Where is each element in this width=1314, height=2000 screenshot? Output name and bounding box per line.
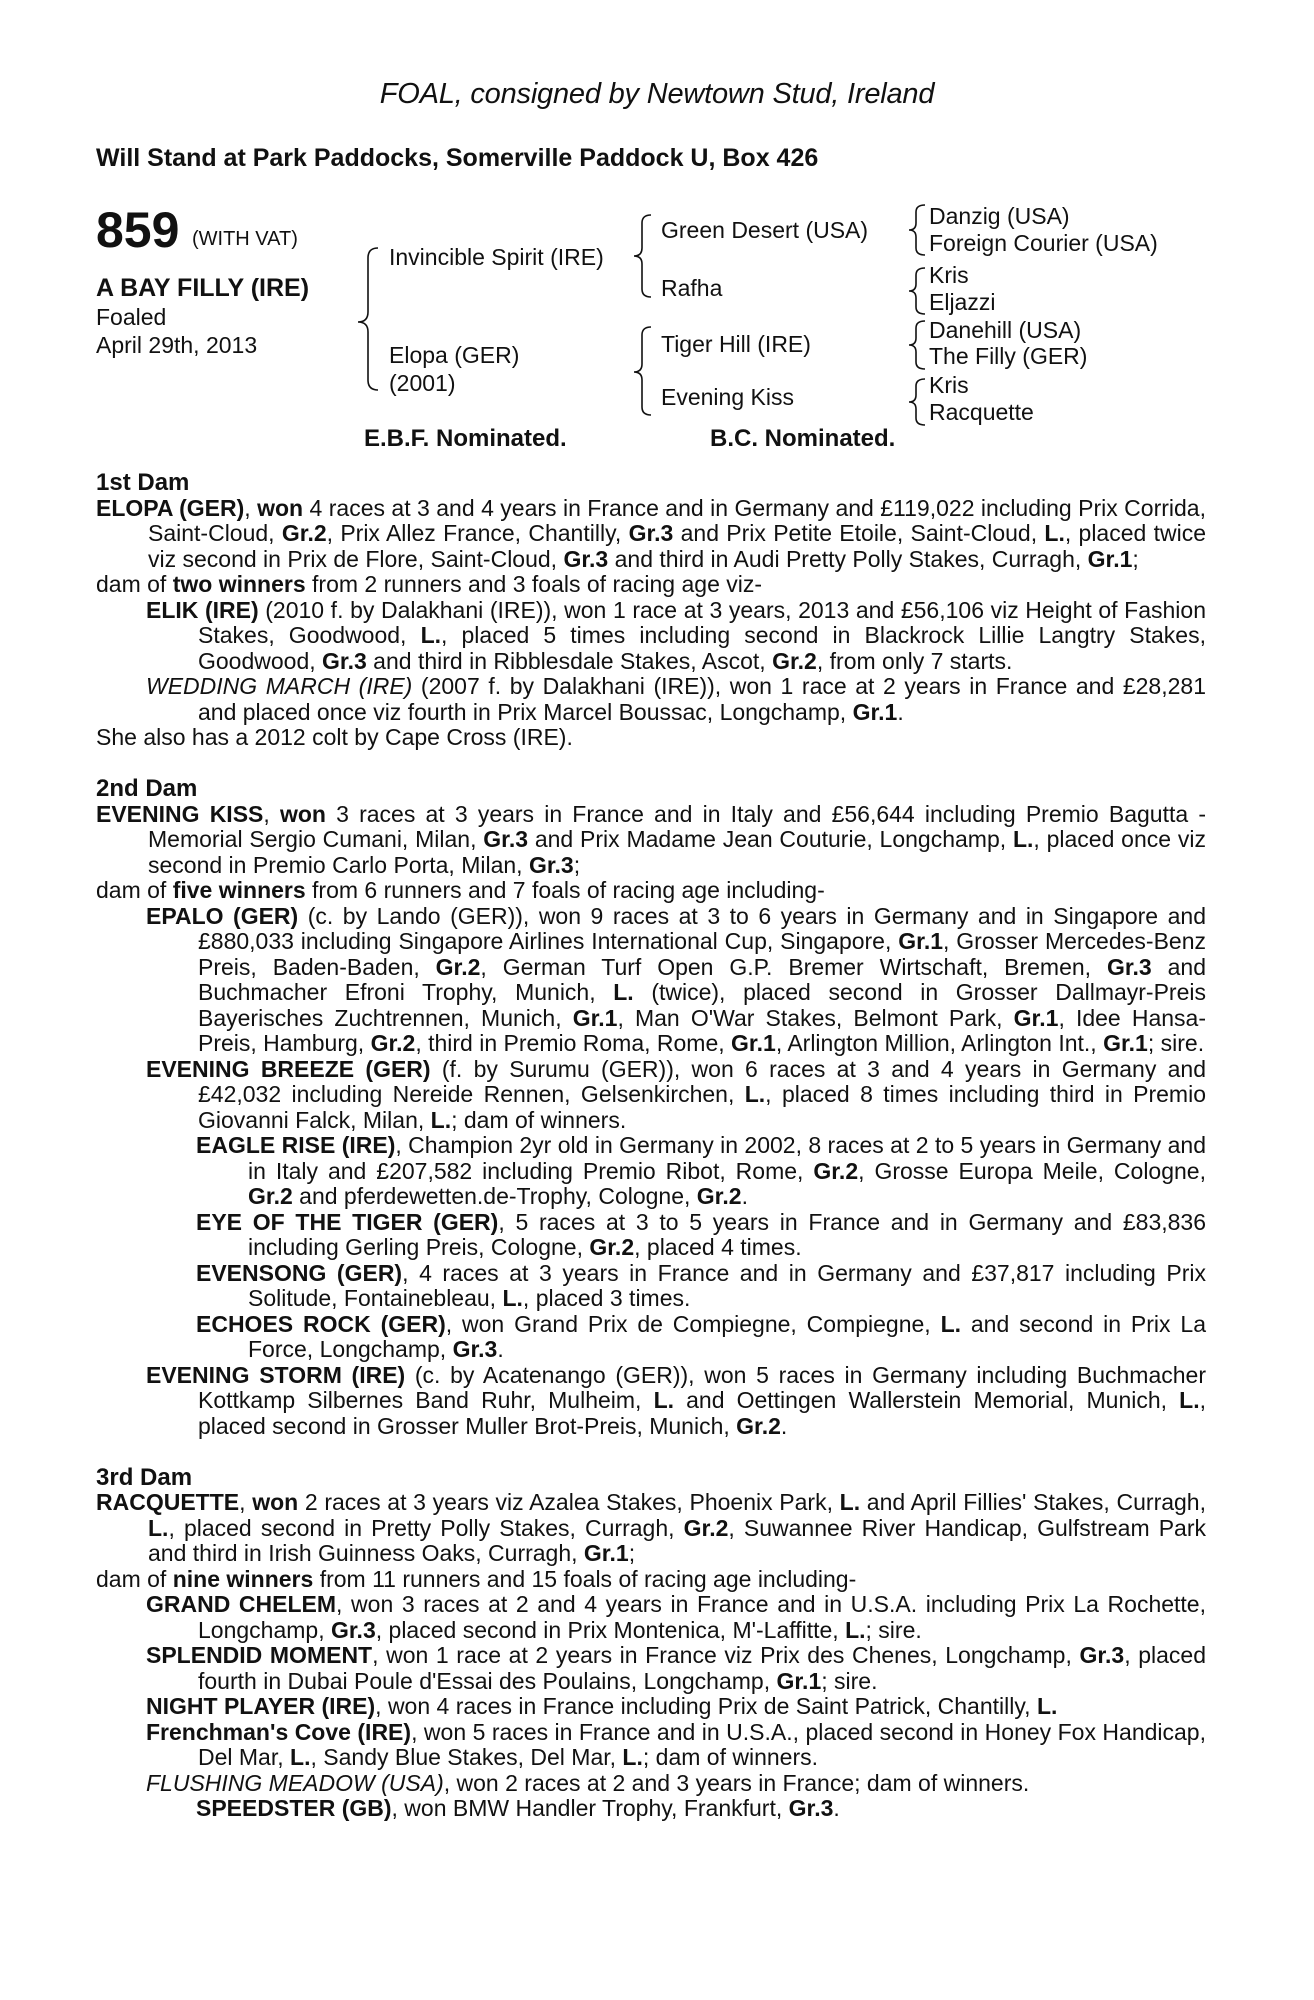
entry-text: ELIK (IRE) (146, 596, 259, 623)
pedigree-entry (96, 598, 1206, 675)
entry-text: . (833, 1795, 840, 1821)
entry-text: Gr.2 (281, 520, 327, 546)
entry-text: Gr.2 (696, 1183, 742, 1209)
pedigree-entry (96, 1796, 1206, 1822)
foaled-label: Foaled (96, 304, 167, 330)
entry-text: She also has a 2012 colt by Cape Cross (IRE). (96, 724, 573, 750)
pedigree-entry (96, 496, 1206, 573)
entry-text: Gr.1 (1087, 545, 1133, 572)
pedigree-entry (96, 1490, 1206, 1567)
foaled-date: April 29th, 2013 (96, 332, 258, 358)
entry-text: won (279, 800, 326, 827)
entry-text: , 5 races at 3 to 5 years in France and in Germany and £83,836 including Gerling Preis, Cologne, (248, 1208, 1206, 1260)
section-gap (96, 751, 1206, 777)
entry-text: L. (430, 1106, 452, 1133)
bracket-gd (909, 205, 925, 255)
entry-text: 4 races at 3 and 4 years in France and in Germany and £119,022 including Prix Corrida, Saint-Cloud, (148, 494, 1206, 546)
section-heading: 3rd Dam (96, 1463, 193, 1491)
entry-text: 3 races at 3 years in France and in Italy and £56,644 including Premio Bagutta - Memorial Sergio Cumani, Milan, (148, 800, 1206, 852)
entry-text: and Prix Madame Jean Couturie, Longchamp, (528, 826, 1013, 852)
bracket-ra (909, 268, 925, 314)
entry-text: L. (1179, 1387, 1200, 1413)
entry-text: Gr.1 (1013, 1004, 1059, 1031)
entry-text: L. (1036, 1693, 1058, 1719)
entry-text: , placed 5 times including second in Blackrock Lillie Langtry Stakes, Goodwood, (198, 622, 1206, 674)
entry-text: Gr.1 (583, 1540, 629, 1566)
entry-text: , won BMW Handler Trophy, Frankfurt, (391, 1795, 789, 1821)
entry-text: L. (653, 1387, 675, 1413)
entry-text: L. (148, 1514, 169, 1541)
entry-text: ; (1132, 545, 1139, 572)
sire: Invincible Spirit (IRE) (389, 244, 604, 270)
entry-text: Gr.3 (788, 1795, 834, 1821)
entry-text: ; dam of winners. (451, 1106, 627, 1133)
entry-text: EVENING KISS (96, 800, 264, 827)
entry-text: Gr.3 (1079, 1642, 1125, 1668)
lot-number: 859 (96, 202, 180, 258)
entry-text: , placed twice viz second in Prix de Flore, Saint-Cloud, (148, 520, 1206, 572)
entry-text: ; dam of winners. (642, 1744, 819, 1770)
entry-text: , placed second in Prix Montenica, M'-Laffitte, (375, 1616, 846, 1643)
entry-text: , placed second in Grosser Muller Brot-Preis, Munich, (198, 1387, 1206, 1439)
entry-text: two winners (172, 571, 306, 597)
entry-text: Gr.1 (776, 1667, 822, 1694)
section-gap (96, 1439, 1206, 1465)
pedigree-entry (96, 1057, 1206, 1134)
entry-text: L. (1044, 520, 1065, 546)
section-heading: 1st Dam (96, 469, 190, 496)
entry-text: EVENSONG (GER) (196, 1259, 403, 1286)
entry-text: . (741, 1183, 748, 1209)
entry-text: dam of (96, 877, 173, 903)
entry-text: , placed fourth in Dubai Poule d'Essai des Poulains, Longchamp, (198, 1642, 1207, 1694)
entry-text: Gr.3 (330, 1616, 376, 1643)
entry-text: Gr.3 (483, 826, 529, 852)
pedigree-entry (96, 878, 1206, 904)
entry-text: EVENING STORM (IRE) (146, 1361, 406, 1388)
entry-text: L. (502, 1285, 523, 1311)
ggp-5: Danehill (USA) (929, 317, 1082, 343)
entry-text: ; sire. (821, 1667, 878, 1694)
pedigree-entry (96, 1694, 1206, 1720)
entry-text: Frenchman's Cove (IRE) (146, 1718, 412, 1745)
entry-text: ; sire. (865, 1616, 922, 1643)
entry-text: Gr.2 (772, 647, 817, 674)
entry-text: , (244, 494, 258, 521)
entry-text: Gr.3 (528, 851, 574, 878)
entry-text: EAGLE RISE (IRE) (196, 1132, 396, 1158)
entry-text: Gr.3 (1106, 953, 1152, 980)
entry-text: , Man O'War Stakes, Belmont Park, (617, 1004, 1014, 1031)
sire-sire: Green Desert (USA) (661, 217, 869, 243)
entry-text: ; (628, 1540, 636, 1566)
entry-text: L. (940, 1310, 962, 1337)
entry-text: five winners (172, 877, 306, 903)
entry-text: (f. by Surumu (GER)), won 6 races at 3 and 4 years in Germany and £42,032 including Nereide Rennen, Gelsenkirchen, (198, 1055, 1206, 1107)
entry-text: and third in Audi Pretty Polly Stakes, Curragh, (608, 545, 1088, 572)
pedigree-entry (96, 1720, 1206, 1771)
entry-text: , (239, 1489, 253, 1515)
entry-text: NIGHT PLAYER (IRE) (146, 1693, 376, 1719)
entry-text: , won 1 race at 2 years in France viz Prix des Chenes, Longchamp, (372, 1642, 1080, 1668)
pedigree-entry (96, 802, 1206, 879)
pedigree-entry (96, 1592, 1206, 1643)
entry-text: and Prix Petite Etoile, Saint-Cloud, (673, 520, 1045, 546)
entry-text: and pferdewetten.de-Trophy, Cologne, (292, 1183, 697, 1209)
entry-text: , German Turf Open G.P. Bremer Wirtschaft, Bremen, (480, 953, 1107, 980)
entry-text: , 4 races at 3 years in France and in Germany and £37,817 including Prix Solitude, Fontainebleau, (248, 1259, 1207, 1311)
entry-text: . (497, 1336, 504, 1362)
entry-text: WEDDING MARCH (IRE) (146, 673, 413, 699)
bracket-sire (634, 215, 651, 297)
entry-text: nine winners (172, 1565, 314, 1592)
entry-text: , from only 7 starts. (816, 647, 1013, 674)
entry-text: Gr.1 (898, 928, 944, 954)
entry-text: (twice), placed second in Grosser Dallmayr-Preis Bayerisches Zuchtrennen, Munich, (198, 979, 1206, 1031)
bracket-ek (909, 379, 925, 425)
location-line: Will Stand at Park Paddocks, Somerville Paddock U, Box 426 (96, 144, 819, 172)
entry-text: RACQUETTE (96, 1489, 240, 1515)
ebf-nominated: E.B.F. Nominated. (364, 425, 567, 452)
pedigree-entry (96, 1643, 1206, 1694)
pedigree-entry (96, 1363, 1206, 1440)
ggp-1: Danzig (USA) (929, 203, 1070, 229)
ggp-6: The Filly (GER) (929, 343, 1088, 369)
entry-text: won (257, 494, 304, 521)
entry-text: ECHOES ROCK (GER) (196, 1310, 446, 1337)
ggp-4: Eljazzi (929, 289, 996, 315)
entry-text: EPALO (GER) (146, 902, 299, 929)
entry-text: from 6 runners and 7 foals of racing age including- (305, 877, 825, 903)
entry-text: , won Grand Prix de Compiegne, Compiegne, (445, 1310, 941, 1337)
entry-text: SPLENDID MOMENT (146, 1642, 373, 1668)
entry-text: L. (290, 1744, 311, 1770)
sire-dam: Rafha (661, 275, 723, 301)
entry-text: dam of (96, 1565, 173, 1592)
entry-text: L. (839, 1489, 861, 1515)
pedigree-entry (96, 572, 1206, 598)
entry-text: , Grosse Europa Meile, Cologne, (858, 1157, 1206, 1184)
bracket-dam (634, 327, 651, 415)
entry-text: , won 3 races at 2 and 4 years in France and in U.S.A. including Prix La Rochette, Longchamp, (198, 1591, 1206, 1643)
entry-text: (c. by Lando (GER)), won 9 races at 3 to 6 years in Germany and in Singapore and £880,033 including Singapore Airlines International Cup, Singapore, (198, 902, 1206, 954)
bracket-main (358, 248, 378, 390)
entry-text: dam of (96, 571, 173, 597)
entry-text: Gr.2 (435, 953, 481, 980)
entry-text: . (897, 698, 904, 725)
entry-text: won (252, 1489, 299, 1515)
entry-text: , Suwannee River Handicap, Gulfstream Park and third in Irish Guinness Oaks, Curragh, (148, 1514, 1206, 1566)
entry-text: and third in Ribblesdale Stakes, Ascot, (366, 647, 773, 674)
entry-text: , Champion 2yr old in Germany in 2002, 8 races at 2 to 5 years in Germany and in Italy and £207,582 including Premio Ribot, Rome, (248, 1132, 1206, 1184)
horse-name: A BAY FILLY (IRE) (96, 274, 310, 302)
dam-dam: Evening Kiss (661, 384, 794, 410)
entry-text: L. (845, 1616, 866, 1643)
entry-text: EVENING BREEZE (GER) (146, 1055, 431, 1082)
entry-text: , placed 4 times. (634, 1234, 802, 1260)
entry-text: , Sandy Blue Stakes, Del Mar, (310, 1744, 623, 1770)
bracket-th (909, 321, 925, 369)
pedigree-entry (96, 1312, 1206, 1363)
entry-text: ; sire. (1147, 1030, 1205, 1056)
entry-text: Gr.2 (813, 1157, 859, 1184)
entry-text: Gr.3 (628, 520, 674, 546)
entry-text: L. (420, 622, 442, 648)
entry-text: EYE OF THE TIGER (GER) (196, 1208, 499, 1235)
entry-text: , won 2 races at 2 and 3 years in France; dam of winners. (443, 1769, 1030, 1796)
entry-text: Gr.2 (248, 1183, 293, 1209)
entry-text: Gr.1 (1103, 1030, 1148, 1056)
entry-text: Gr.3 (563, 545, 609, 572)
entry-text: from 2 runners and 3 foals of racing age viz- (305, 571, 763, 597)
entry-text: , won 4 races in France including Prix de Saint Patrick, Chantilly, (375, 1693, 1037, 1719)
entry-text: , placed 8 times including third in Premio Giovanni Falck, Milan, (198, 1081, 1206, 1133)
entry-text: , placed 3 times. (522, 1285, 691, 1311)
entry-text: Gr.3 (452, 1336, 498, 1362)
entry-text: SPEEDSTER (GB) (196, 1795, 392, 1821)
entry-text: , third in Premio Roma, Rome, (415, 1030, 732, 1056)
dam-sire: Tiger Hill (IRE) (661, 331, 811, 357)
pedigree-entry (96, 1771, 1206, 1797)
pedigree-entry (96, 1567, 1206, 1593)
vat-note: (WITH VAT) (192, 228, 298, 250)
consignment-line: FOAL, consigned by Newtown Stud, Ireland (379, 78, 935, 110)
ggp-3: Kris (929, 262, 969, 288)
entry-text: L. (1012, 826, 1034, 852)
entry-text: Gr.2 (370, 1030, 416, 1056)
entry-text: , (263, 800, 280, 827)
entry-text: , placed second in Pretty Polly Stakes, Curragh, (168, 1514, 684, 1541)
entry-text: Gr.1 (572, 1004, 618, 1031)
dam: Elopa (GER) (389, 342, 520, 368)
pedigree-entry (96, 904, 1206, 1057)
entry-text: , Arlington Million, Arlington Int., (775, 1030, 1104, 1056)
pedigree-entry (96, 725, 1206, 751)
entry-text: Gr.2 (736, 1412, 781, 1439)
ggp-8: Racquette (929, 399, 1034, 425)
entry-text: , Prix Allez France, Chantilly, (326, 520, 629, 546)
entry-text: Gr.1 (852, 698, 898, 725)
entry-text: FLUSHING MEADOW (USA) (146, 1769, 444, 1796)
foaled-info (96, 303, 257, 359)
entry-text: Gr.2 (683, 1514, 729, 1541)
ggp-2: Foreign Courier (USA) (929, 230, 1158, 256)
entry-text: and April Fillies' Stakes, Curragh, (860, 1489, 1206, 1515)
pedigree-entry (96, 674, 1206, 725)
section-heading: 2nd Dam (96, 775, 198, 802)
entry-text: (2010 f. by Dalakhani (IRE)), won 1 race at 3 years, 2013 and £56,106 viz Height of Fashion Stakes, Goodwood, (198, 596, 1206, 648)
entry-text: and Oettingen Wallerstein Memorial, Munich, (674, 1387, 1180, 1413)
entry-text: L. (622, 1744, 643, 1770)
entry-text: Gr.1 (731, 1030, 776, 1056)
entry-text: L. (744, 1081, 766, 1107)
pedigree-entry (96, 1261, 1206, 1312)
entry-text: and second in Prix La Force, Longchamp, (248, 1310, 1206, 1362)
entry-text: . (780, 1412, 788, 1439)
entry-text: from 11 runners and 15 foals of racing age including- (313, 1565, 857, 1592)
bc-nominated: B.C. Nominated. (710, 425, 896, 452)
entry-text: L. (613, 979, 634, 1005)
pedigree-entry (96, 1210, 1206, 1261)
pedigree-entry (96, 1133, 1206, 1210)
entry-text: , Grosser Mercedes-Benz Preis, Baden-Baden, (198, 928, 1207, 980)
ggp-7: Kris (929, 372, 969, 398)
entry-text: and Buchmacher Efroni Trophy, Munich, (198, 953, 1206, 1005)
entry-text: ELOPA (GER) (96, 494, 245, 521)
entry-text: , Idee Hansa-Preis, Hamburg, (198, 1004, 1206, 1056)
entry-text: Gr.2 (589, 1234, 635, 1260)
entry-text: ; (573, 851, 581, 878)
produce-record (96, 470, 1206, 1822)
entry-text: 2 races at 3 years viz Azalea Stakes, Phoenix Park, (298, 1489, 840, 1515)
entry-text: (2007 f. by Dalakhani (IRE)), won 1 race at 2 years in France and £28,281 and placed once viz fourth in Prix Marcel Boussac, Longchamp, (198, 673, 1206, 725)
entry-text: , won 5 races in France and in U.S.A., placed second in Honey Fox Handicap, Del Mar, (198, 1718, 1206, 1770)
entry-text: Gr.3 (322, 647, 367, 674)
entry-text: GRAND CHELEM (146, 1591, 337, 1617)
dam-year: (2001) (389, 370, 456, 396)
entry-text: , placed once viz second in Premio Carlo Porta, Milan, (148, 826, 1206, 878)
entry-text: (c. by Acatenango (GER)), won 5 races in Germany including Buchmacher Kottkamp Silbernes Band Ruhr, Mulheim, (198, 1361, 1206, 1413)
